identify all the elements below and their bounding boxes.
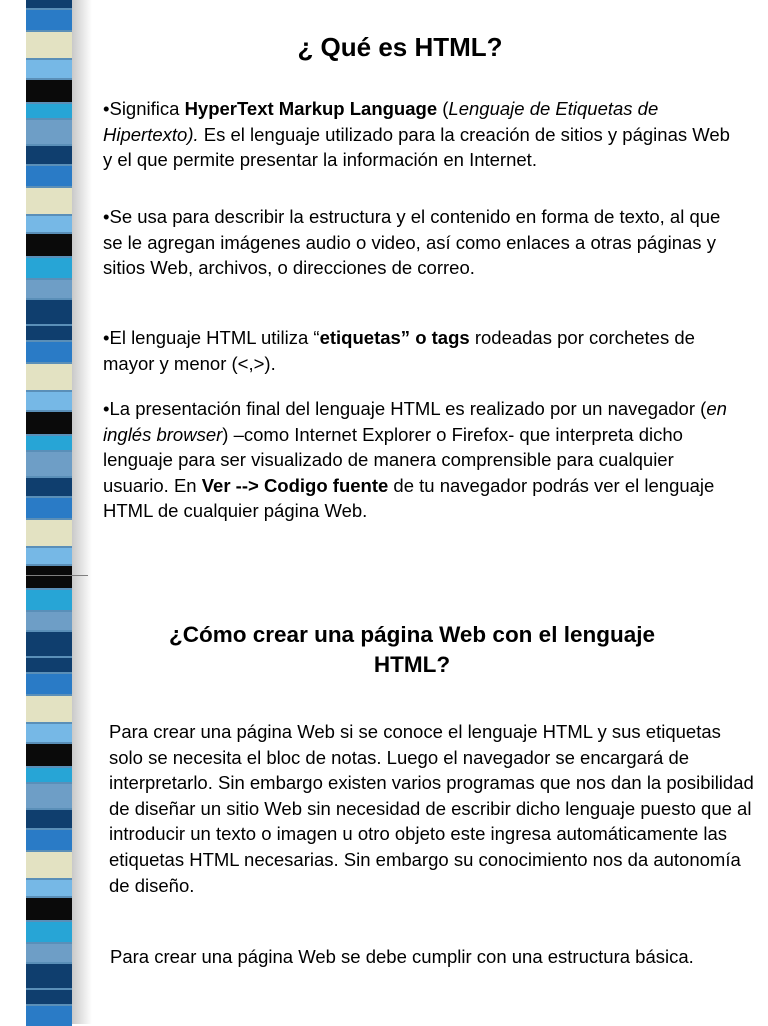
text-run: Se usa para describir la estructura y el contenido en forma de texto, al que se le agregan imágenes audio o video, así como enlaces a otras páginas y sitios Web, archivos, o direcciones de correo. [103,206,721,279]
strip-block [26,478,72,496]
strip-block [26,658,72,672]
paragraph-tags [103,325,703,376]
strip-block [26,104,72,118]
strip-block [26,146,72,164]
section2-title [92,620,732,680]
bullet: • [103,398,110,419]
strip-block [26,898,72,920]
strip-block [26,32,72,58]
bullet: • [103,206,110,227]
strip-block [26,696,72,722]
paragraph-how-to: Para crear una página Web si se conoce el lenguaje HTML y sus etiquetas solo se necesita el bloc de notas. Luego el navegador se encargará de interpretarlo. Sin embargo existen varios programas que nos dan la posibilidad de diseñar un sitio Web sin necesidad de escribir dicho lenguaje puesto que al introducir un texto o imagen u otro objeto este ingresa automáticamente las etiquetas HTML necesarias. Sin embargo su conocimiento nos da autonomía de diseño. [109,721,754,896]
italic-term: Lenguaje de Etiquetas de Hipertexto). [103,98,659,145]
strip-block [26,300,72,324]
strip-block [26,964,72,988]
paragraph-usage [103,204,723,281]
strip-block [26,852,72,878]
strip-block [26,520,72,546]
strip-block [26,60,72,78]
strip-block [26,80,72,102]
paragraph-browser [103,396,743,524]
strip-block [26,674,72,694]
text-run: La presentación final del lenguaje HTML es realizado por un navegador ( [109,398,707,419]
text-run: El lenguaje HTML utiliza “ [109,327,320,348]
strip-block [26,412,72,434]
text-run: ) –como Internet Explorer o Firefox- que interpreta dicho lenguaje para ser visualizado de manera comprensible para cualquier usuario. En [103,423,683,496]
strip-block [26,590,72,610]
strip-block [26,810,72,828]
strip-block [26,944,72,962]
bullet: • [103,327,110,348]
bullet: • [103,98,110,119]
title-line: HTML? [373,652,451,677]
decorative-side-strip [0,0,92,1024]
bold-term: HyperText Markup Language [184,98,438,119]
strip-block [26,392,72,410]
strip-block [26,744,72,766]
strip-block [26,10,72,30]
bold-term: etiquetas” o tags [319,327,470,348]
text-run: ( [437,98,449,119]
italic-term: en inglés browser [103,398,727,445]
strip-block [26,436,72,450]
strip-block [26,342,72,362]
strip-block [26,830,72,850]
strip-block [26,258,72,278]
paragraph-structure: Para crear una página Web se debe cumplir con una estructura básica. [110,946,694,967]
strip-divider-line [26,575,88,576]
strip-block [26,326,72,340]
strip-block [26,188,72,214]
section1-title: ¿ Qué es HTML? [297,32,503,62]
strip-block [26,216,72,232]
strip-block [26,990,72,1004]
title-line: ¿Cómo crear una página Web con el lenguaje [169,622,655,647]
text-run: Significa [109,98,185,119]
strip-block [26,0,72,8]
paragraph-definition [103,96,743,173]
strip-block [26,1006,72,1026]
strip-block [26,632,72,656]
strip-block [26,548,72,564]
text-run: de tu navegador podrás ver el lenguaje HTML de cualquier página Web. [103,474,715,522]
strip-block [26,166,72,186]
strip-block [26,724,72,742]
strip-block [26,768,72,782]
text-run: Es el lenguaje utilizado para la creación de sitios y páginas Web y el que permite presentar la información en Internet. [103,123,730,171]
strip-block [26,498,72,518]
strip-block [26,784,72,808]
strip-block [26,452,72,476]
strip-block [26,280,72,298]
bold-term: Ver --> Codigo fuente [201,474,389,496]
strip-shadow [72,0,92,1024]
strip-block [26,612,72,630]
text-run: rodeadas por corchetes de mayor y menor (<,>). [103,327,695,374]
strip-block [26,566,72,588]
strip-block [26,880,72,896]
strip-block [26,922,72,942]
strip-block [26,120,72,144]
strip-block [26,234,72,256]
strip-block [26,364,72,390]
